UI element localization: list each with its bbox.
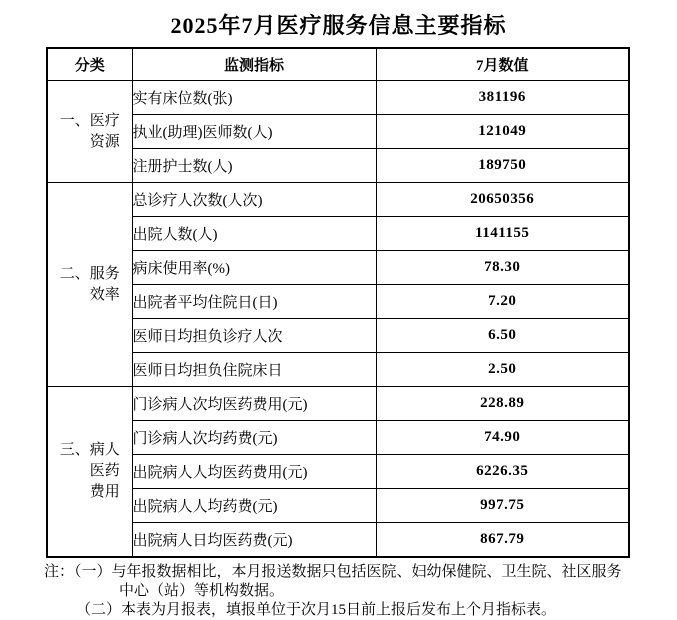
- indicator-cell: 出院病人人均药费(元): [132, 489, 376, 523]
- indicator-cell: 注册护士数(人): [132, 149, 376, 183]
- indicator-cell: 出院者平均住院日(日): [132, 285, 376, 319]
- note-2-text: （二）本表为月报表，填报单位于次月15日前上报后发布上个月指标表。: [76, 602, 557, 618]
- indicator-cell: 门诊病人次均医药费用(元): [132, 387, 376, 421]
- indicator-cell: 执业(助理)医师数(人): [132, 115, 376, 149]
- table-row: [47, 489, 629, 523]
- table-row: [47, 387, 629, 421]
- header-value: 7月数值: [376, 48, 629, 81]
- note-2: [44, 601, 624, 620]
- indicator-cell: 出院病人人均医药费用(元): [132, 455, 376, 489]
- category-prefix: 三、: [59, 442, 90, 458]
- indicator-cell: 出院病人日均医药费(元): [132, 523, 376, 558]
- header-indicator: 监测指标: [132, 48, 376, 81]
- category-cell-medical-resources: [47, 81, 132, 183]
- category-prefix: 二、: [59, 265, 90, 282]
- category-name: 病人医药费用: [89, 442, 120, 500]
- value-cell: 228.89: [376, 387, 629, 421]
- table-row: [47, 183, 629, 217]
- indicators-table: [46, 47, 630, 558]
- indicator-cell: 实有床位数(张): [132, 81, 376, 115]
- footnotes: [44, 563, 624, 620]
- value-cell: 189750: [376, 149, 629, 183]
- category-cell-service-efficiency: [47, 183, 132, 387]
- category-name: 医疗资源: [89, 112, 120, 150]
- value-cell: 1141155: [376, 217, 629, 251]
- table-row: [47, 251, 629, 285]
- value-cell: 867.79: [376, 523, 629, 558]
- table-row: [47, 455, 629, 489]
- note-1-text: （一）与年报数据相比，本月报送数据只包括医院、妇幼保健院、卫生院、社区服务中心（站）等机构数据。: [74, 564, 622, 599]
- table-row: [47, 115, 629, 149]
- table-row: [47, 285, 629, 319]
- indicator-cell: 医师日均担负住院床日: [132, 353, 376, 387]
- category-text: [48, 111, 132, 153]
- table-row: [47, 353, 629, 387]
- value-cell: 78.30: [376, 251, 629, 285]
- table-row: [47, 149, 629, 183]
- category-cell-patient-expenses: [47, 387, 132, 558]
- category-name: 服务效率: [89, 265, 120, 303]
- value-cell: 20650356: [376, 183, 629, 217]
- table-row: [47, 217, 629, 251]
- value-cell: 7.20: [376, 285, 629, 319]
- category-prefix: 一、: [59, 112, 90, 129]
- value-cell: 997.75: [376, 489, 629, 523]
- value-cell: 74.90: [376, 421, 629, 455]
- page-title: 2025年7月医疗服务信息主要指标: [170, 13, 507, 38]
- header-row: [47, 48, 629, 81]
- table-row: [47, 421, 629, 455]
- indicator-cell: 医师日均担负诊疗人次: [132, 319, 376, 353]
- indicator-cell: 病床使用率(%): [132, 251, 376, 285]
- header-category: 分类: [47, 48, 132, 81]
- value-cell: 2.50: [376, 353, 629, 387]
- indicator-cell: 出院人数(人): [132, 217, 376, 251]
- value-cell: 6226.35: [376, 455, 629, 489]
- indicator-cell: 门诊病人次均药费(元): [132, 421, 376, 455]
- table-row: [47, 523, 629, 558]
- value-cell: 6.50: [376, 319, 629, 353]
- table-row: [47, 81, 629, 115]
- table-row: [47, 319, 629, 353]
- note-label: 注：: [44, 564, 75, 580]
- category-text: [48, 264, 132, 306]
- indicator-cell: 总诊疗人次数(人次): [132, 183, 376, 217]
- category-text: [48, 440, 132, 503]
- note-1: [44, 563, 624, 601]
- value-cell: 381196: [376, 81, 629, 115]
- value-cell: 121049: [376, 115, 629, 149]
